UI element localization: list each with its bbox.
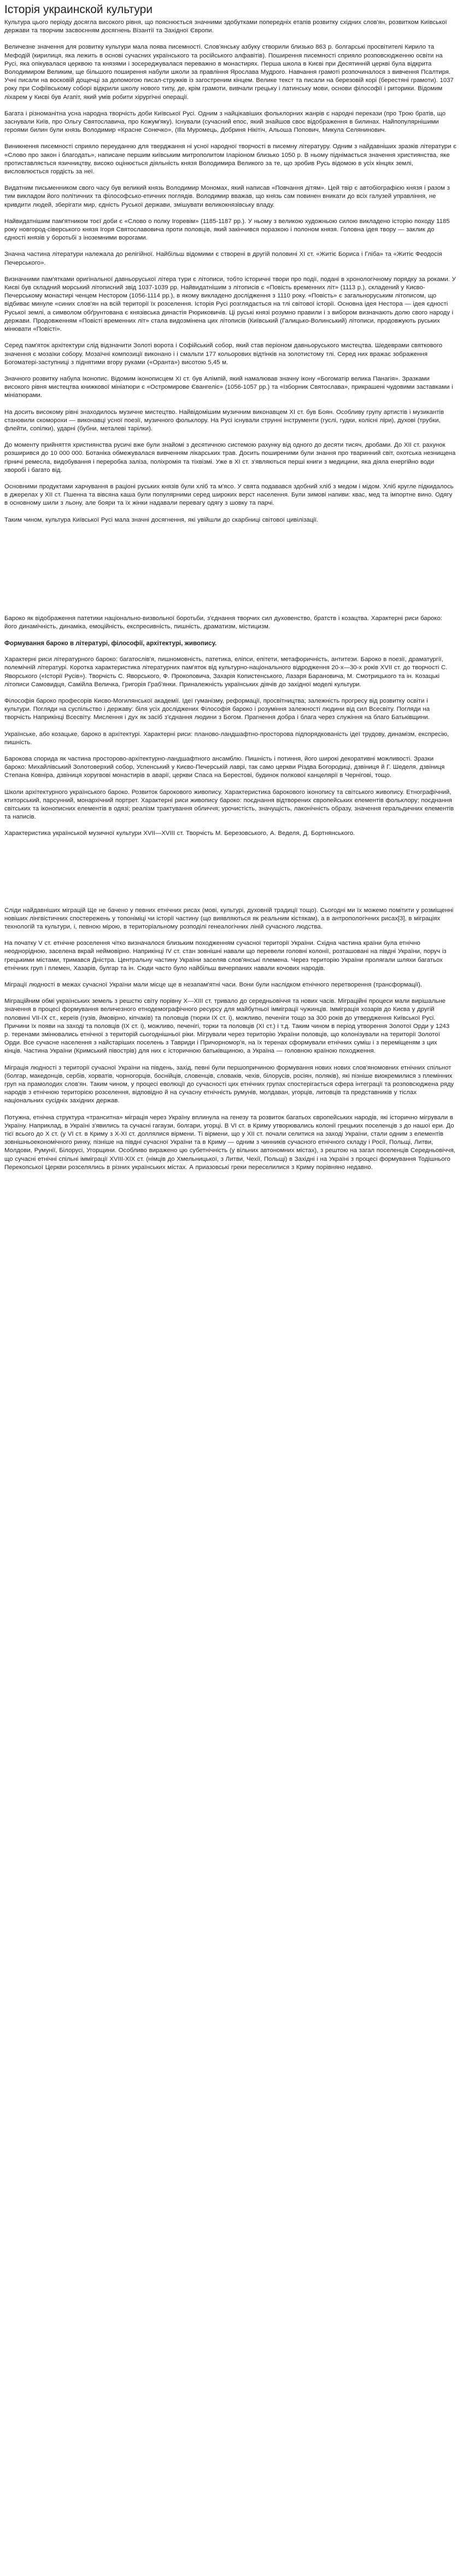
paragraph: Барокова спорида як частина просторово-архітектурно-ландшафтного ансамблю. Пишність і потиння, його широкі декоративні можливості. Зразки бароко: Михайлівський Золотоверхий собор, Успенський у Києво-Печерській лаврі, так само церкви Різдва Богородиці, дзвіниця й Г. Шеделя, дзвіниця Степана Ковніра, дзвіниця хоругвові монастирів в аварії, церкви Спаса на Берестові, будинок полкової канцелярії в Чернігові, тощо.	[4, 755, 445, 779]
document	[0, 0, 463, 1172]
paragraph: Основними продуктами харчування в раціоні руських князів були хліб та м'ясо. У свята подавався здобний хліб з медом і мідом. Хліб кругле підкидалось в джерелах у XII ст. Пшенна та вівсяна каша були популярними серед широких верст населення. Були зимові напиви: квас, мед та імпортне вино. Одягу в основному шили з льону, але бояри та їх жінки надавали перевагу одягу з шовку та парчі.	[4, 483, 454, 507]
section-art-music	[4, 342, 456, 524]
paragraph: Визначними пам'ятками оригінальної давньоруської літера тури є літописи, тобто історичні твори про події, подані в хронологічному порядку за роками. У Києві був складний морський літописний звід 1037-1039 рр. Найвидатнішим з літописів є «Повість временних літ» (1113 р.), складений у Києво-Печерському монастирі ченцем Нестором (1056-1114 рр.), в якому викладено дослідження з 1110 року. «Повість» є загальноруським літописом, що відбиває минуле «синих слов'ян на всій території їх розселення. Історія Русі розглядається на тлі світової історії. Основна ідея Нестора — ідея єдності Руської землі, а символом обґрунтована є князівська династія Рюриковичів. Ці руські князі розумно правили і з вибором визначають долю свого народу і держави. Продовженням «Повісті временних літ» стала видозмінена цих літописів (Київський (Галицько-Волинський) літописи, продовжують руських мінювати «Повісті».	[4, 276, 456, 333]
paragraph: На досить високому рівні знаходилось музичне мистецтво. Найвідомішим музичним виконавцем XI ст. був Боян. Особливу групу артистів і музикантів становили скоморохи — виконавці усної поезії, музичного фольклору. На Русі існували струнні інструменти (гуслі, гудки, колісні ліри), духові (трубки, флейти, сопілки), ударні (бубни, металеві тарілки).	[4, 408, 444, 432]
paragraph: Багата і різноманітна усна народна творчість доби Київської Русі. Одним з найцікавіших фольклорних жанрів є народні перекази (про Трою братів, що заснували Київ, про Ольгу Святославича, про Кожум'яку). Існували (сучасний епос, який знайшов своє відображення в билинах. Найпопулярнішими героями билин були князь Володимир «Красне Сонечко», (Illa Муромець, Добриня Нікітіч, Альоша Попович, Микула Селянинович.	[4, 110, 446, 134]
paragraph: Виникнення писемності сприяло переуданню для тверджання ні усної народної творчості в писемну літературу. Одним з найдавніших зразків літератури є «Слово про закон і благодать», написане першим київським митрополитом Іларіоном близько 1050 р. В ньому піднімається значення християнства, яке протиставляється язичництву, високо оцінюється діяльність князя Володимира Великого за те, що зробив Русь відомою в усіх кінцях землі, висловлюється гордість за неї.	[4, 143, 456, 176]
paragraph: Найвидатнішим пам'ятником тоєї доби є «Слово о полку Ігоревім» (1185-1187 рр.). У ньому з великою художньою силою викладено історію походу 1185 року новгород-сіверського князя Ігоря Святославовича проти половців, який закінчився поразкою і полоном князя. Головна ідея твору — заклик до єдності князів у боротьбі з іноземними ворогами.	[4, 218, 450, 242]
paragraph: Українське, або козацьке, бароко в архітектурі. Характерні риси: планово-ландшафтно-просторова підпорядкованість ідеї трудову, динамізм, експресію, пишність.	[4, 731, 449, 746]
blank-space	[4, 533, 456, 615]
paragraph: Значного розвитку набула Іконопис. Відомим іконописцем XI ст. був Алімпій, який намалював значну ікону «Богоматір велика Панагія». Зразками високого рівня мистецтва книжкової мініатюри є «Остромирове Євангеліє» (1056-1057 рр.) та «Ізборник Святослава», прикрашені чудовими заставками і мініатюрами.	[4, 375, 453, 399]
section-migrations	[4, 907, 456, 1172]
section-kyivan-rus	[4, 19, 456, 334]
section-subheading: Формування бароко в літературі, філософії, архітектурі, живопису.	[4, 640, 217, 647]
paragraph: Школи архітектурного українського бароко. Розвиток барокового живопису. Характеристика барокового іконопису та світського живопису. Етнографічний, ктиторський, парсунний, монархічний портрет. Характерні риси живопису бароко: поєднання відтворених європейських елементів фольклору; поєднання світських та іконописних елементів в одязі; реалізм трактування обличчя; урочистість, значущість, лаконічність образу, значення геральдичних елементів та написів.	[4, 788, 454, 821]
paragraph: На початку V ст. етнічне розселення чітко визначалося близьким походженням сучасної території України. Східна частина країни була етнічно неоднорідною, заселена вкрай неймовірно. Наприкінці IV ст. стан зовнішні навали що перевели головні колонії, розташовані на півдні України, поруч із грецькими містами, тримався Дністра. Центральну частину України заселяв слов'янські племена. Через територію України пролягали шляхи багатьох етнічних груп і племен, Хазарів, булгар та ін. Сюди часто було найбільш вичерпаних навали кочових народів.	[4, 940, 447, 972]
paragraph: Характеристика українськой музичної культури XVII—XVIII ст. Творчість М. Березовського, А. Веделя, Д. Бортнянського.	[4, 830, 355, 837]
blank-space	[4, 846, 456, 907]
paragraph: Філософія бароко професорів Києво-Могилянської академії. Ідеї гуманізму, реформації, просвітництва; залежність прогресу від розвитку освіти і культури. Погляди на суспільство і державу: біля усіх досліджених Філософія бароко і розуміння залежності людини від сил Всесвіту. Погляди на творчість Наприкінці Всесвіту. Мислення і дух як засіб з'єднання людини з Богом. Прагнення добра і блага через служіння на благо Батьківщини.	[4, 697, 430, 721]
paragraph: Бароко як відображення патетики національно-визвольної боротьби, з'єднання творчих сил духовенство, братств і козацтва. Характерні риси бароко: його динамічність, динаміка, емоційність, експресивність, пишність, драматизм, містицизм.	[4, 615, 442, 630]
paragraph: Потужна, етнічна структура «транситна» міграція через Україну вплинула на генезу та розвиток багатьох європейських народів, які історично мігрували в Україну. Наприклад, в Україні з'явились та сучасні гагаузи, болгари, угорці. В VI ст. в Криму утворювались колонії грецьких поселенців з до нашої ери. До тієї всього до X ст. (у VI ст. в Криму з X-XI ст. доллялися вірмени. Ті вірмени, що у XII ст. почали селитися на заході України, стали одним з елементів зовнішньоекономічного ринку, пізніше на півдні сучасної України та в Криму — одним з чинників сучасного етнічного складу і Росії, Польщі, Литви, Молдови, Румунії, Білорусі, Угорщини. Особливо виражено цю субетнічність (у вільних автономних містах), з рештою на загал поселенців Середньовіччя, що сучасні етнічні спільні імміграції XVIII-XIX ст. (німців до Хмельницької, з Литви, Чехії, Польщі) в Західні і на Україні з процесі формування Тодішнього Перекопської Церкви розселялись в різних українських містах. А приазовські греки переселилися з Криму порівняно недавно.	[4, 1114, 455, 1171]
paragraph: Видатним письменником свого часу був великий князь Володимир Мономах, який написав «Повчання дітям». Цей твір є автобіографією князя і разом з тим викладом його політичних та філософсько-етичних поглядів. Володимир вважав, що князь сам повинен вникати до всіх галузей управління, не кривдити людей, зберігати мир, єдність Руської держави, змішувати великокнязівську владу.	[4, 185, 450, 208]
paragraph: До моменту прийняття християнства русичі вже були знайомі з десятичною системою рахунку від одного до десяти тисяч, дробами. До XII ст. рахунок розширився до 10 000 000. Ботаніка обмежувалася вивченням лікарських трав. Досить поширеними були знання про тваринний світ, охотська незнищена гірничі ремесла, видобування і переробка заліза, поліхромія та тіхвізмі. Уже в XI ст. з'являються перші книги з медицини, яка діяла енергійно води хворобі і багато від.	[4, 442, 456, 474]
paragraph: Серед пам'яток архітектури слід відзначити Золоті ворота і Софійський собор, який став періоном давньоруського мистецтва. Шедеврами святкового значення є мозаїки собору. Мозаїчні композиції виконано і і смальти 177 кольорових відтінків на золотистому тлі. Серед них вражає зображення Богоматері-заступниці з піднятими вгору руками («Оранта») висотою 5,45 м.	[4, 342, 443, 366]
paragraph: Таким чином, культура Київської Русі мала значні досягнення, які увійшли до скарбниці світової цивілізації.	[4, 516, 319, 523]
paragraph: Культура цього періоду досягла високого рівня, що пояснюється значними здобутками попередніх етапів розвитку східних слов'ян, розвитком Київської держави та творчим засвоєнням досягнень Візантії та Західної Європи.	[4, 19, 447, 34]
paragraph: Характерні риси літературного бароко: багатослів'я, пишномовність, патетика, еліпси, епітети, метафоричність, антитези. Бароко в поезії, драматургії, полемічній літературі. Коротка характеристика літературних пам'яток від культурно-національного відродження 20-х—30-х років XVII ст. до творчості С. Яворського («Історії Русів»). Творчість С. Яворського, Ф. Прокоповича, Захарія Копистенського, Лазаря Барановича, М. Смотрицького та ін. Козацькі літописи Самовидця, Самійла Величка, Григорія Граб'янки. Приналежність українських діячів до західної моделі культури.	[4, 656, 448, 688]
paragraph: Міграції людності в межах сучасної України мали місце ще в незапам'ятні часи. Вони були наслідком етнічного перетворення (трансформації).	[4, 982, 423, 989]
paragraph: Значна частина літератури належала до релігійної. Найбільш відомими є створені в другій половині XI ст. «Житіє Бориса і Гліба» та «Житіє Феодосія Печерського».	[4, 251, 442, 266]
paragraph: Міграція людності з території сучасної України на південь, захід, певні були першопричиною формування нових нових слов'яномовних етнічних спільнот (болгар, македонців, сербів, хорватів, чорногорців, боснійців, словенців, словаків, чехів, білорусів, росіян, поляків), які пізніше виокремилися з племінних груп на прамолодих слов'ян. Таким чином, у процесі еволюції до сучасності цих етнічних групах спостерігається сфера інтеграції та розповсюджена ряду народів з етнічною територією розселення, відповідно й на сучасну етнічність румунів, молдаван, угорців, литовців та представників у тіслах національних сусідніх західних держав.	[4, 1064, 454, 1105]
paragraph: Міграційним обмі українських земель з решстю світу порівну Х—ХІІІ ст. тривало до середньовіччя та нових часів. Міграційні процеси мали вирішальне значення в процесі формування величезного етнодемографічного ресурсу для майбутньої імміграції чужинців. Імміграція хозарів до Києва у другій половині VII-IX ст., кереїв (гузів, ймовірно, кіпчаків) та половців (тюрки ІХ ст. і), можливо, печеніги тощо за 300 років до утвердження Київської Русі. Причини їх появи на заході та половців (ІХ ст. і), можливо, печенігі, торки та половців (ХІ ст.) і т.д. Таким чином в період утворення Золотої Орди у 1243 р. теренами змінювались етнічної з територій сьогоднішньої ріки. Мігрували через територію України половців, що колонізували на території Золотої Орди. Все сучасне населення з найстаріших поселень з Тавриди і Причорномор'я, на їх теренах сформували етнічних суміш і з переміщеням з цих кінців. Частина України (Кримський півострів) для них є історичною батьківщиною, а Україна — головною країною походження.	[4, 998, 450, 1055]
paragraph: Сліди найдавніших міграцій Ще не бачено у певних етнічних рисах (мові, культурі, духовній традиції тощо). Сьогодні ми їх можемо помітити у розміщенні новіших лінгвістичних спостережень у топоніміці чи історії частину (що виявляються як реальним кістякам), а в антропологічних рисах[3], в міграціях технологій та культури, і, певною мірою, в територіальному розподілі генеалогічних ліній сучасного людства.	[4, 907, 454, 931]
page-title: Історія украинской культури	[4, 3, 153, 16]
section-baroque	[4, 615, 456, 838]
paragraph: Величезне значення для розвитку культури мала поява писемності. Слов'янську азбуку створили близько 863 р. болгарські просвітителі Кирило та Мефодій (кирилиця, яка лежить в основі сучасних українського та російського алфавітів). Поширення писемності сприяло розповсюдженню освіти на Русі, яка опікувалася церквою та князями і зосереджувалася переважно в монастирях. Перша школа в Києві при Десятинній церкві була відкрита Володимиром Великим, ще більшого поширення набули школи за правління Ярослава Мудрого. Навчання грамоті розпочиналося з вивчення Псалтиря. Учні писали на восковій дощечці за допомогою писал-стружків із загостреним кінцем. Велике текст та писали на березовій корі (берестяні грамоти). 1037 року при Софіївському соборі відкрили школу нового типу, де, крім грамоти, вивчали грецьку і латинську мови, основи філософії і риторики. Відомим ліхарем у Києві був Агапіт, який умів робити хірургічні операції.	[4, 44, 454, 101]
